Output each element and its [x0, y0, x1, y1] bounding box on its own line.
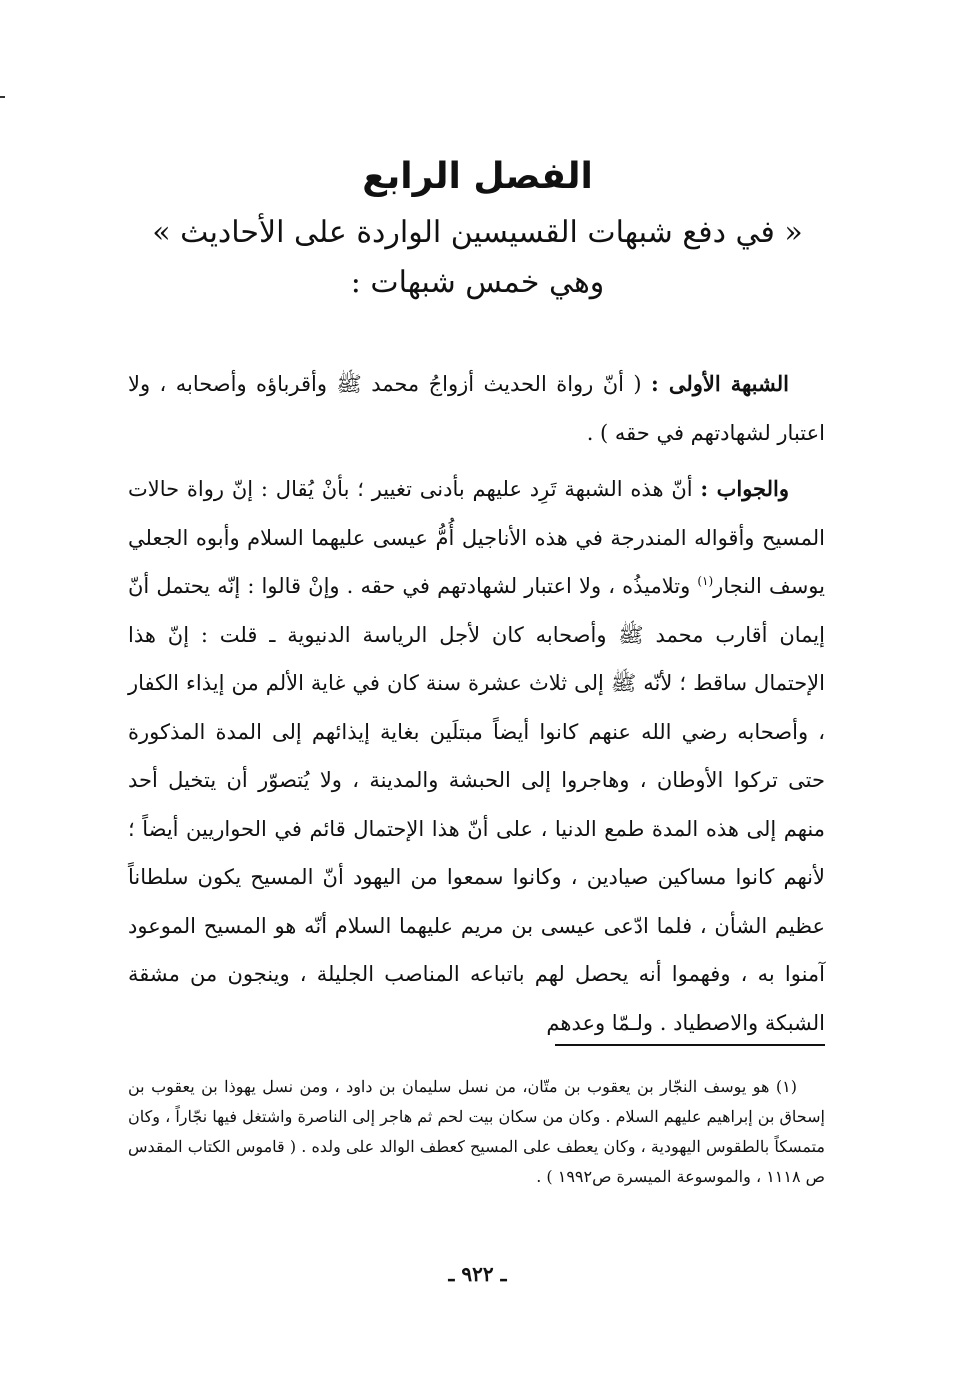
chapter-title: الفصل الرابع — [362, 156, 593, 197]
page-number: ـ ٩٢٢ ـ — [448, 1262, 507, 1286]
chapter-subtitle: « في دفع شبهات القسيسين الواردة على الأحاديث » — [152, 215, 803, 250]
footnote-reference[interactable]: (١) — [697, 574, 714, 588]
chapter-header — [80, 150, 875, 308]
footnote-section — [128, 1072, 825, 1192]
first-doubt-text: ( أنّ رواة الحديث أزواجُ محمد ﷺ وأقرباؤه وأصحابه ، ولا اعتبار لشهادتهم في حقه ) . — [128, 372, 825, 445]
paragraph-first-doubt — [128, 360, 825, 457]
answer-text-part1: أنّ هذه الشبهة تَرِد عليهم بأدنى تغيير ؛ بأنْ يُقال : إنّ رواة حالات المسيح وأقواله المندرجة في هذه الأناجيل أُمُّ عيسى عليهما السلام وأبوه الجعلي يوسف النجار — [128, 477, 825, 598]
margin-mark — [0, 96, 5, 98]
footnote-text: (١) هو يوسف النجّار بن يعقوب بن متّان، من نسل سليمان بن داود ، ومن نسل يهوذا بن يعقوب بن إسحاق بن إبراهيم عليهم السلام . وكان من سكان بيت لحم ثم هاجر إلى الناصرة واشتغل فيها نجّاراً ، وكان متمسكاً بالطقوس اليهودية ، وكان يعطف على المسيح كعطف الوالد على ولده . ( قاموس الكتاب المقدس ص ١١١٨ ، والموسوعة الميسرة ص١٩٩٢ ) . — [128, 1077, 825, 1186]
answer-text-part2: وتلاميذُه ، ولا اعتبار لشهادتهم في حقه . وإنْ قالوا : إنّه يحتمل أنّ إيمان أقارب محمد ﷺ وأصحابه كان لأجل الرياسة الدنيوية ـ قلت : إنّ هذا الإحتمال ساقط ؛ لأنّه ﷺ إلى ثلاث عشرة سنة كان في غاية الألم من إيذاء الكفار ، وأصحابه رضي الله عنهم كانوا أيضاً مبتلَين بغاية إيذائهم إلى المدة المذكورة حتى تركوا الأوطان ، وهاجروا إلى الحبشة والمدينة ، ولا يُتصوّر أن يتخيل أحد منهم إلى هذه المدة طمع الدنيا ، على أنّ هذا الإحتمال قائم في الحواريين أيضاً ؛ لأنهم كانوا مساكين صيادين ، وكانوا سمعوا من اليهود أنّ المسيح يكون سلطاناً عظيم الشأن ، فلما ادّعى عيسى بن مريم عليهما السلام أنّه هو المسيح الموعود آمنوا به ، وفهموا أنه يحصل لهم باتباعه المناصب الجليلة ، وينجون من مشقة الشبكة والاصطياد . ولـمّا وعدهم — [128, 574, 825, 1035]
footnote-divider — [555, 1044, 825, 1046]
chapter-subtitle-line2: وهي خمس شبهات : — [350, 265, 605, 300]
answer-heading: والجواب : — [700, 476, 789, 501]
paragraph-answer — [128, 465, 825, 1047]
first-doubt-heading: الشبهة الأولى : — [651, 371, 789, 396]
body-text — [128, 360, 825, 1047]
